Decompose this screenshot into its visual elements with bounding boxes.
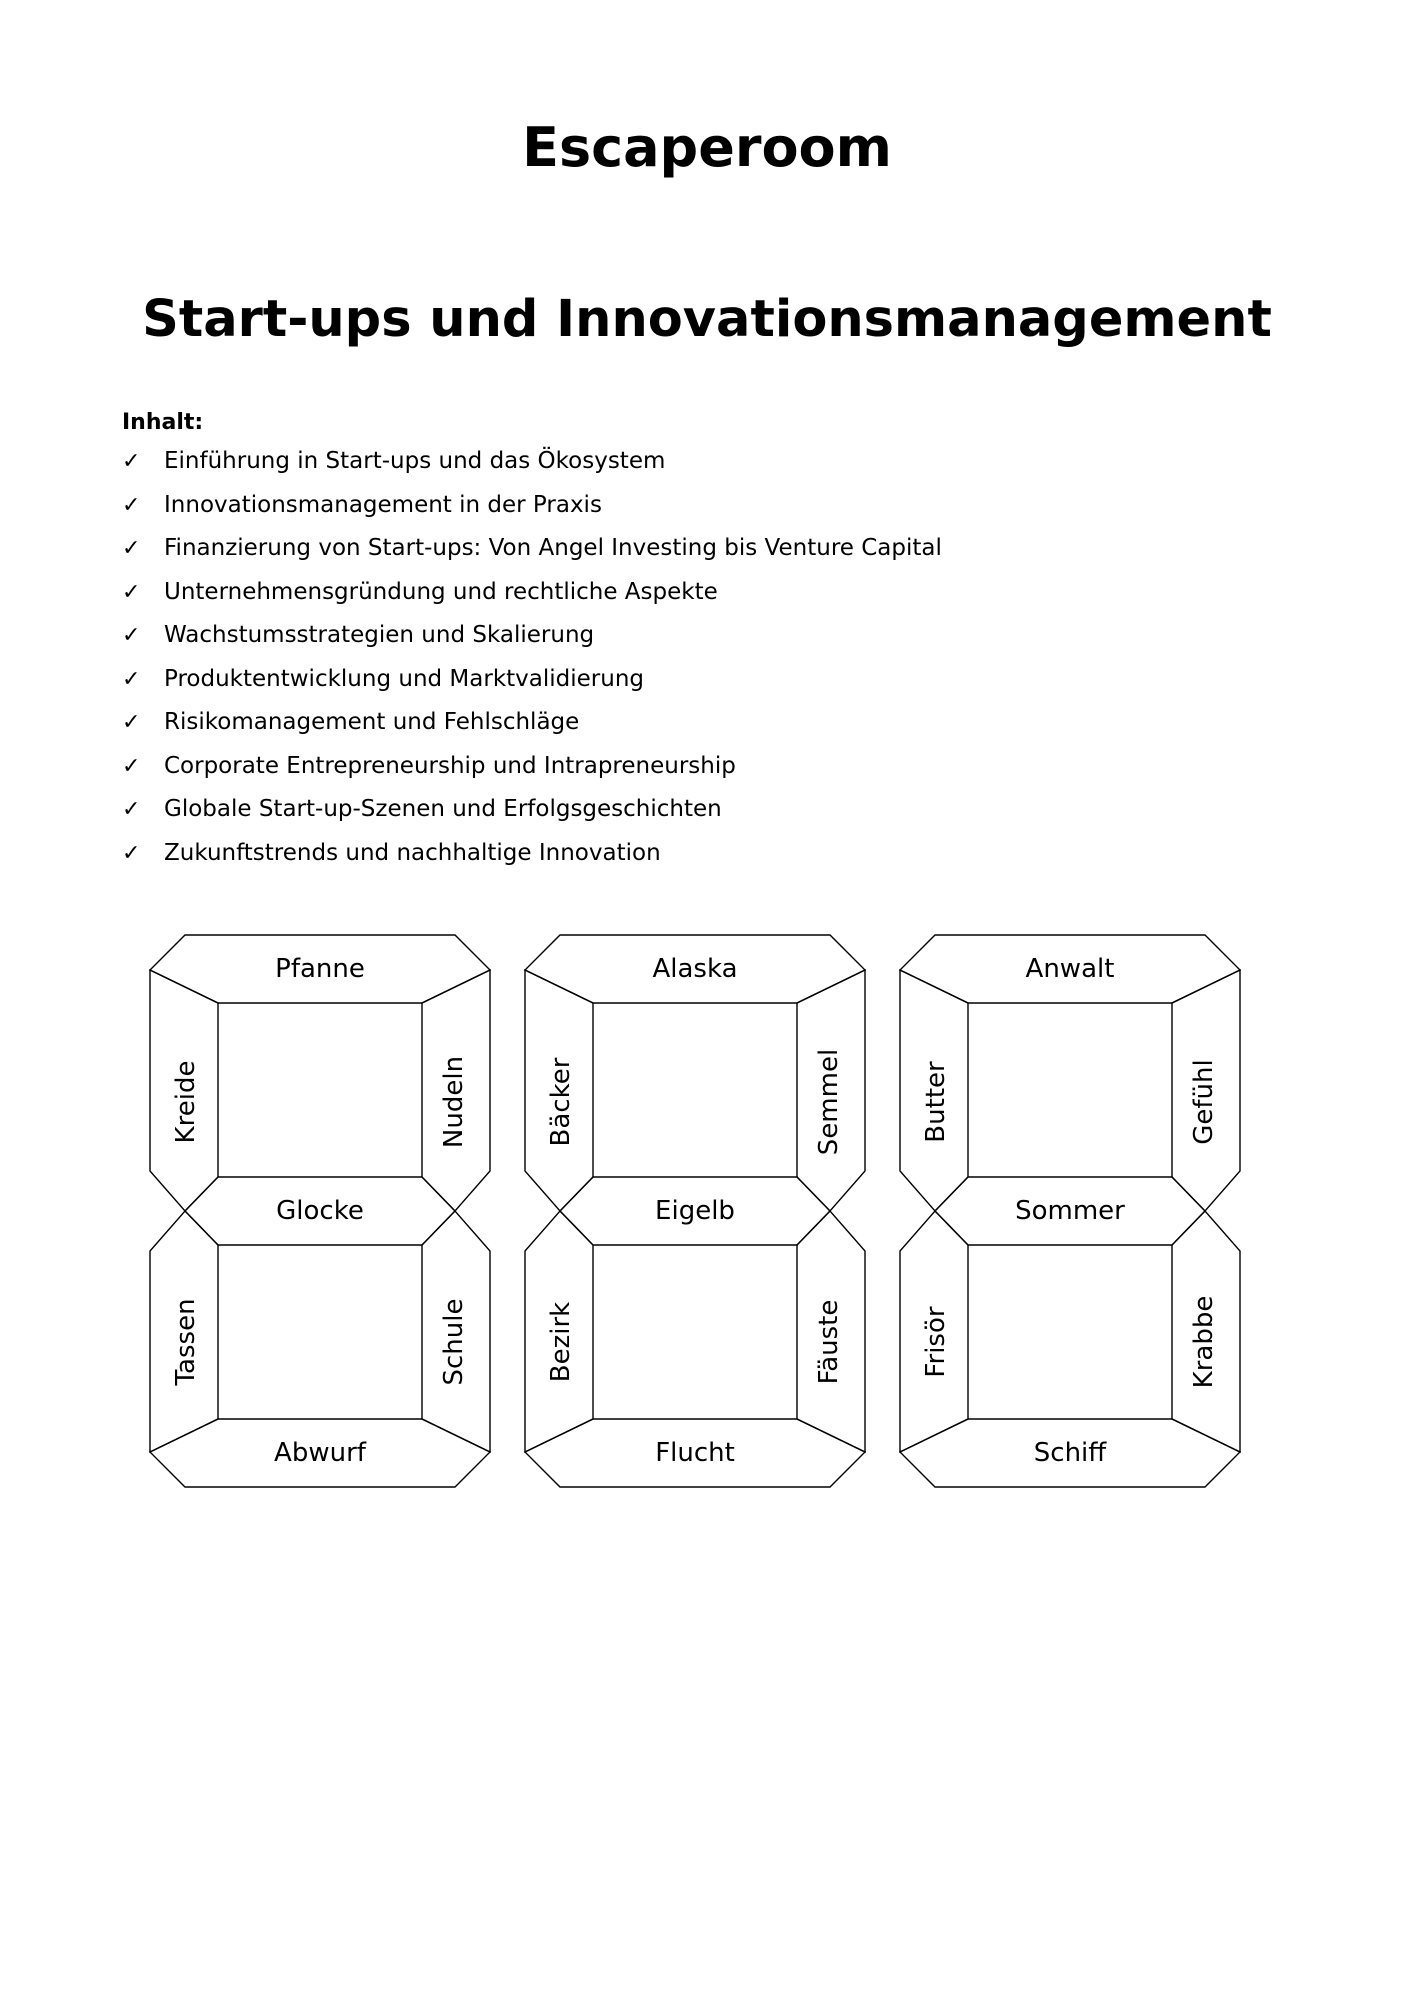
topic-text: Globale Start-up-Szenen und Erfolgsgeschichten — [164, 796, 722, 822]
checkmark-icon: ✓ — [122, 840, 141, 866]
checkmark-icon: ✓ — [122, 797, 141, 822]
segment-bottom — [900, 1419, 1240, 1487]
topic-text: Innovationsmanagement in der Praxis — [164, 491, 602, 518]
segment-label-upper-left: Butter — [921, 1061, 951, 1143]
segment-lower-left — [150, 1211, 218, 1452]
segment-label-upper-left: Kreide — [171, 1060, 201, 1144]
segment-lower-left — [525, 1211, 593, 1452]
segment-middle — [185, 1177, 455, 1245]
topic-text: Zukunftstrends und nachhaltige Innovation — [164, 839, 661, 866]
checkmark-icon: ✓ — [122, 536, 141, 561]
segment-label-upper-right: Gefühl — [1189, 1059, 1219, 1145]
segment-top — [150, 935, 490, 1003]
topic-list — [122, 446, 942, 881]
page-subtitle: Start-ups und Innovationsmanagement — [142, 290, 1272, 349]
segment-label-upper-right: Semmel — [814, 1048, 844, 1156]
segment-label-lower-left: Bezirk — [546, 1301, 576, 1383]
checkmark-icon: ✓ — [122, 579, 141, 605]
segment-top — [900, 935, 1240, 1003]
content-heading: Inhalt: — [122, 410, 204, 435]
checkmark-icon: ✓ — [122, 492, 141, 518]
list-item — [122, 446, 942, 490]
segment-label-lower-right: Fäuste — [814, 1299, 844, 1385]
list-item — [122, 707, 942, 751]
topic-text: Finanzierung von Start-ups: Von Angel Investing bis Venture Capital — [164, 535, 942, 561]
topic-text: Einführung in Start-ups und das Ökosystem — [164, 448, 666, 474]
segment-upper-right — [797, 970, 865, 1211]
list-item — [122, 664, 942, 708]
list-item — [122, 577, 942, 621]
segment-display — [150, 935, 490, 1487]
segment-lower-right — [797, 1211, 865, 1452]
segment-upper-left — [525, 970, 593, 1211]
segment-label-middle: Sommer — [1015, 1196, 1125, 1226]
page-title: Escaperoom — [522, 116, 892, 179]
segment-label-upper-left: Bäcker — [546, 1057, 576, 1147]
list-item — [122, 533, 942, 577]
topic-text: Unternehmensgründung und rechtliche Aspekte — [164, 578, 718, 605]
segment-label-lower-right: Schule — [439, 1298, 469, 1386]
segment-label-lower-right: Krabbe — [1189, 1295, 1219, 1389]
segment-lower-right — [1172, 1211, 1240, 1452]
segment-middle — [935, 1177, 1205, 1245]
topic-text: Wachstumsstrategien und Skalierung — [164, 622, 595, 648]
checkmark-icon: ✓ — [122, 623, 141, 648]
segment-label-middle: Glocke — [276, 1196, 364, 1226]
segment-label-bottom: Abwurf — [274, 1438, 366, 1468]
segment-bottom — [150, 1419, 490, 1487]
segment-upper-right — [1172, 970, 1240, 1211]
segment-bottom — [525, 1419, 865, 1487]
segment-label-top: Alaska — [652, 954, 738, 984]
segment-top — [525, 935, 865, 1003]
segment-label-lower-left: Frisör — [921, 1306, 951, 1378]
list-item — [122, 794, 942, 838]
segment-display — [900, 935, 1240, 1487]
checkmark-icon: ✓ — [122, 666, 141, 692]
checkmark-icon: ✓ — [122, 710, 141, 735]
topic-text: Risikomanagement und Fehlschläge — [164, 709, 580, 735]
list-item — [122, 490, 942, 534]
segment-display — [525, 935, 865, 1487]
segment-label-top: Pfanne — [275, 954, 365, 984]
segment-label-middle: Eigelb — [655, 1196, 735, 1226]
list-item — [122, 751, 942, 795]
segment-lower-right — [422, 1211, 490, 1452]
segment-upper-left — [900, 970, 968, 1211]
segment-upper-left — [150, 970, 218, 1211]
segment-middle — [560, 1177, 830, 1245]
topic-text: Corporate Entrepreneurship und Intrapreneurship — [164, 752, 736, 779]
segment-upper-right — [422, 970, 490, 1211]
segment-label-bottom: Schiff — [1033, 1438, 1107, 1468]
list-item — [122, 838, 942, 882]
checkmark-icon: ✓ — [122, 753, 141, 779]
segment-label-upper-right: Nudeln — [439, 1055, 469, 1149]
segment-lower-left — [900, 1211, 968, 1452]
segment-label-top: Anwalt — [1025, 954, 1115, 984]
segment-label-lower-left: Tassen — [171, 1298, 201, 1386]
checkmark-icon: ✓ — [122, 449, 141, 474]
topic-text: Produktentwicklung und Marktvalidierung — [164, 665, 645, 692]
segment-label-bottom: Flucht — [655, 1438, 735, 1468]
list-item — [122, 620, 942, 664]
